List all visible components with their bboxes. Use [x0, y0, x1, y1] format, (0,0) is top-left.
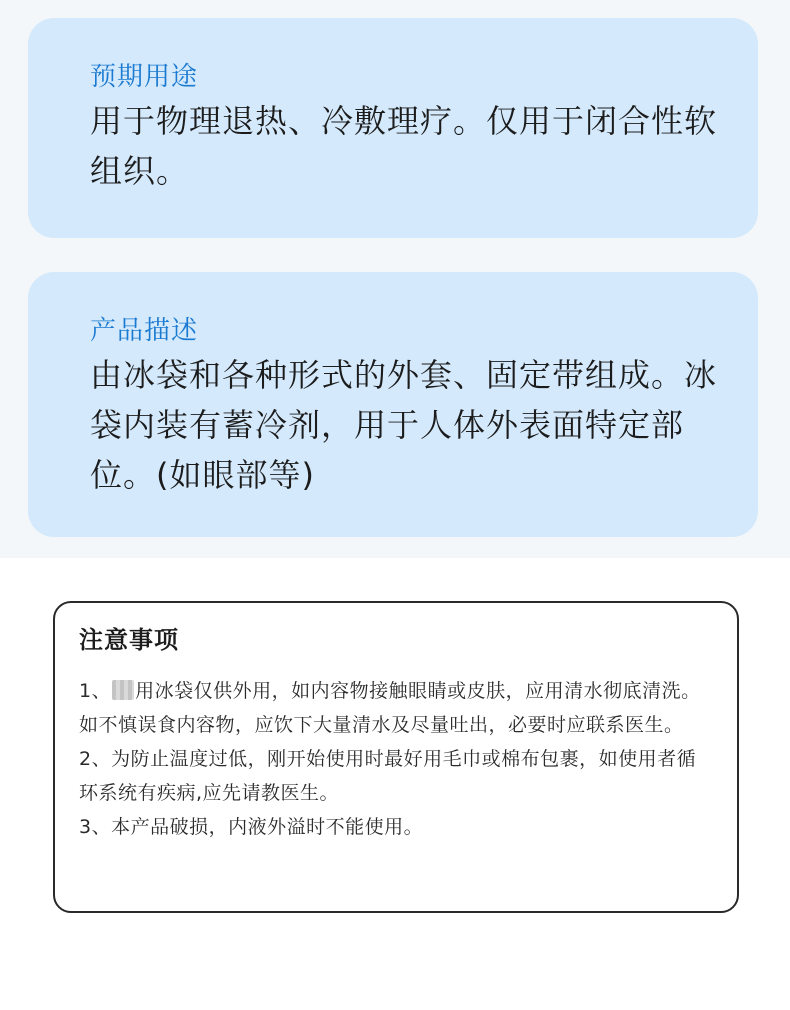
- notice-item-1-prefix: 1、: [79, 680, 112, 702]
- intended-use-card: [28, 18, 758, 238]
- product-description-card: [28, 272, 758, 537]
- notice-item-1: [79, 674, 715, 742]
- product-description-body: 由冰袋和各种形式的外套、固定带组成。冰袋内装有蓄冷剂，用于人体外表面特定部位。(如眼部等): [90, 356, 718, 494]
- notice-title: 注意事项: [79, 626, 179, 654]
- product-description-title: 产品描述: [90, 316, 199, 346]
- intended-use-body: 用于物理退热、冷敷理疗。仅用于闭合性软组织。: [90, 102, 718, 190]
- notice-box: [53, 601, 739, 913]
- notice-list: [79, 674, 715, 844]
- intended-use-title: 预期用途: [90, 62, 199, 92]
- notice-item-2: 2、为防止温度过低，刚开始使用时最好用毛巾或棉布包裹，如使用者循环系统有疾病,应先请教医生。: [79, 748, 697, 804]
- notice-item-3: 3、本产品破损，内液外溢时不能使用。: [79, 816, 424, 838]
- notice-item-1-text: 用冰袋仅供外用，如内容物接触眼睛或皮肤，应用清水彻底清洗。如不慎误食内容物，应饮下大量清水及尽量吐出，必要时应联系医生。: [79, 680, 701, 736]
- blurred-text-mark: [112, 680, 134, 700]
